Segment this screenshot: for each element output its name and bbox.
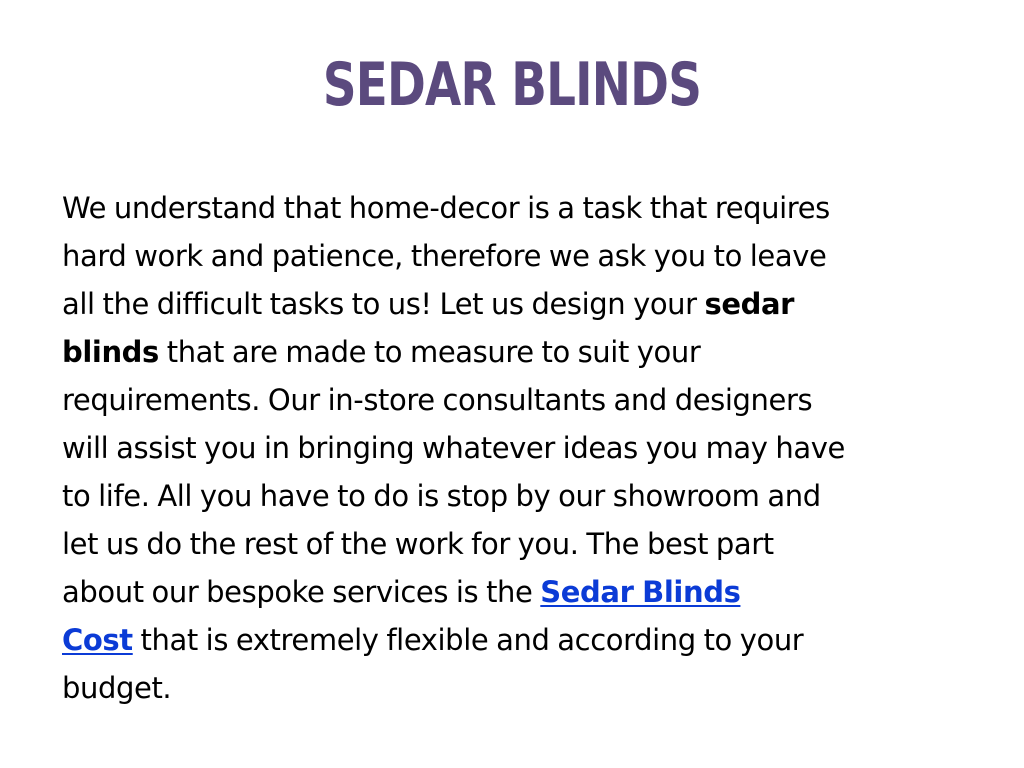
sedar-blinds-cost-link[interactable]: Sedar Blinds	[540, 575, 741, 609]
paragraph-line	[62, 376, 962, 424]
text-segment: let us do the rest of the work for you. The best part	[62, 527, 774, 561]
paragraph-line	[62, 472, 962, 520]
paragraph-line	[62, 568, 962, 616]
bold-keyword: blinds	[62, 335, 159, 369]
text-segment: We understand that home-decor is a task that requires	[62, 191, 830, 225]
text-segment: that is extremely flexible and according to your	[132, 623, 804, 657]
body-paragraph	[62, 184, 962, 712]
text-segment: hard work and patience, therefore we ask you to leave	[62, 239, 827, 273]
paragraph-line	[62, 520, 962, 568]
slide-title: SEDAR BLINDS	[322, 50, 702, 120]
text-segment: about our bespoke services is the	[62, 575, 541, 609]
paragraph-line	[62, 184, 962, 232]
paragraph-line	[62, 280, 962, 328]
text-segment: requirements. Our in-store consultants and designers	[62, 383, 813, 417]
paragraph-line	[62, 328, 962, 376]
text-segment: will assist you in bringing whatever ideas you may have	[62, 431, 845, 465]
text-segment: that are made to measure to suit your	[158, 335, 701, 369]
paragraph-line	[62, 664, 962, 712]
paragraph-line	[62, 424, 962, 472]
bold-keyword: sedar	[704, 287, 795, 321]
text-segment: to life. All you have to do is stop by our showroom and	[62, 479, 821, 513]
paragraph-line	[62, 616, 962, 664]
text-segment: budget.	[62, 671, 172, 705]
text-segment: all the difficult tasks to us! Let us design your	[62, 287, 705, 321]
sedar-blinds-cost-link[interactable]: Cost	[62, 623, 133, 657]
paragraph-line	[62, 232, 962, 280]
